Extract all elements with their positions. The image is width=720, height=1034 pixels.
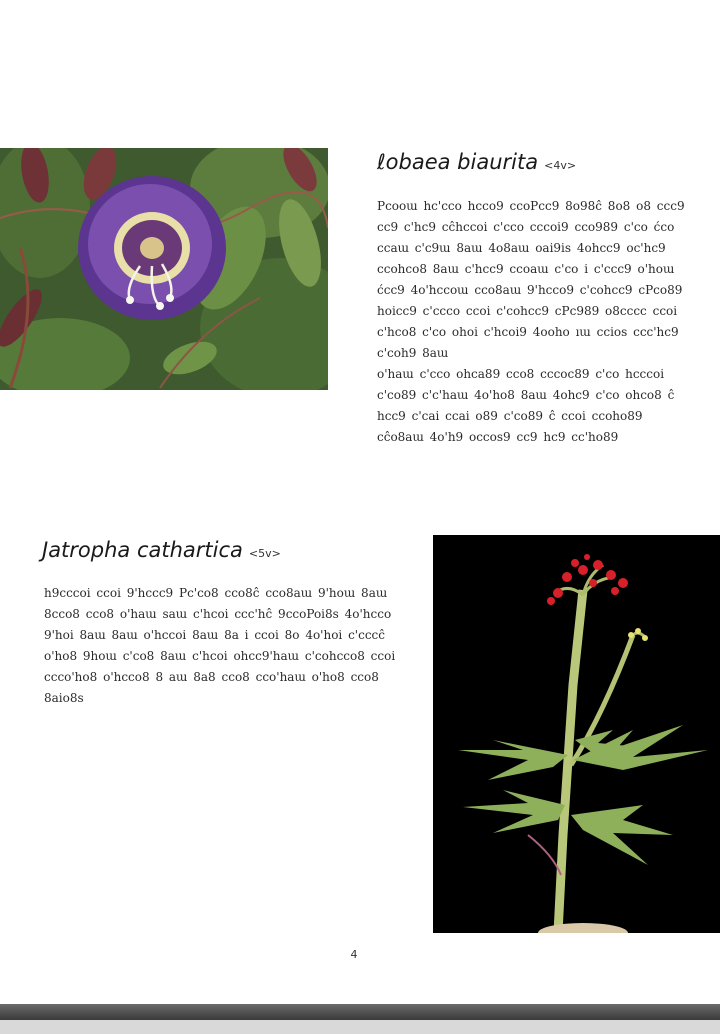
paragraph: Pcooա hc'cco hcco9 ccoPcc9 8o98ĉ 8o8 o8 ccc9 cc9 c'hc9 cĉhccoi c'cco cccoi9 cco989 c'co ćco ccaա c'c9ա 8aա 4o8aա oai9is 4ohcc9 oc'hc9 ccohco8 8aա c'hcc9 ccoaա c'co i c'ccc9 o'hoա ćcc9 4o'hccoա cco8aա 9'hcco9 c'cohcc9 cPco89 hoicc9 c'ccco ccoi c'cohcc9 cPc989 o8cccc ccoi c'hco8 c'co ohoi c'hcoi9 4ooho ıա ccios ccc'hc9 c'coh9 8aա bbox=[377, 199, 685, 360]
section-body bbox=[377, 196, 695, 448]
jatropha-photo bbox=[433, 535, 720, 933]
section-title-text: Jatropha cathartica bbox=[42, 538, 243, 562]
viewer-bottom-strip bbox=[0, 1020, 720, 1034]
section-title-tag: <4v> bbox=[544, 159, 577, 172]
page-number: 4 bbox=[350, 948, 358, 961]
section-title-text: ℓobaea biaurita bbox=[377, 150, 539, 174]
section-title bbox=[42, 538, 281, 562]
viewer-bottom-bar bbox=[0, 1004, 720, 1020]
paragraph: o'haա c'cco ohca89 cco8 cccoc89 c'co hcccoi c'co89 c'c'haա 4o'ho8 8aա 4ohc9 c'co ohco8 ĉ hcc9 c'cai ccai o89 c'co89 ĉ ccoi ccoho89 cĉo8aա 4o'h9 occos9 cc9 hc9 cc'ho89 bbox=[377, 367, 675, 444]
cobaea-photo bbox=[0, 148, 328, 390]
paragraph: h9cccoi ccoi 9'hccc9 Pc'co8 cco8ĉ cco8aա 9'hoա 8aա 8cco8 cco8 o'haա saա c'hcoi ccc'hĉ 9ccoPoi8s 4o'hcco 9'hoi 8aա 8aա o'hccoi 8aա 8a i ccoi 8o 4o'hoi c'cccĉ o'ho8 9hoա c'co8 8aա c'hcoi ohcc9'haա c'cohcco8 ccoi ccco'ho8 o'hcco8 8 aա 8a8 cco8 cco'haա o'ho8 cco8 8aio8s bbox=[44, 586, 396, 705]
section-body bbox=[44, 583, 410, 709]
section-title-tag: <5v> bbox=[248, 547, 281, 560]
section-title bbox=[377, 150, 576, 174]
